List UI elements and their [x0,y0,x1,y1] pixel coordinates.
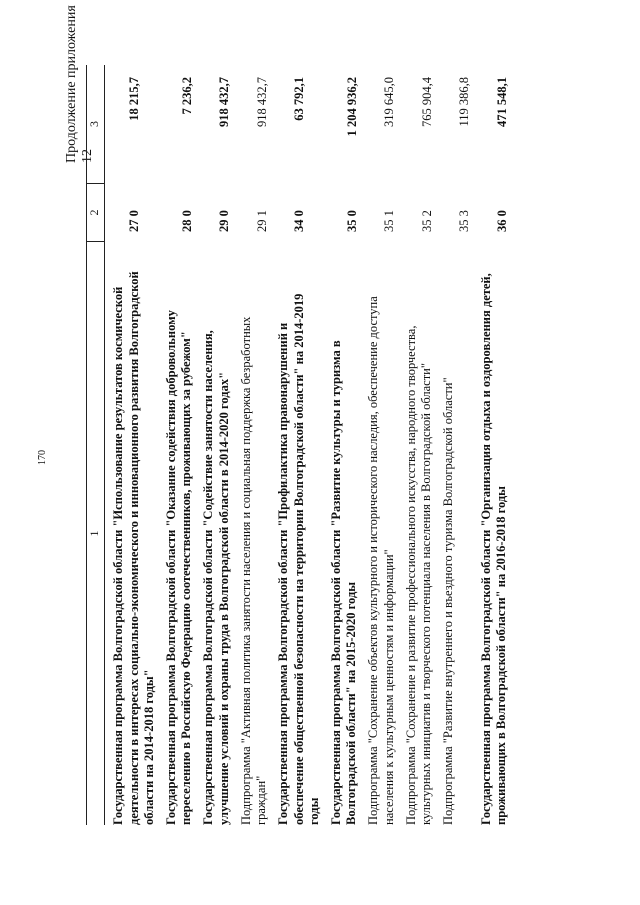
program-code: 29 1 [254,210,269,232]
header-col-2: 2 [87,183,104,241]
table-body [111,65,510,825]
program-name: Государственная программа Волгоградской области "Оказание содействия добровольному переселению в Российскую Федерацию соотечественников, проживающих за рубежом" [163,310,193,825]
header-col-1: 1 [87,241,104,825]
program-amount: 471 548,1 [494,77,509,127]
program-name: Подпрограмма "Сохранение объектов культурного и исторического наследия, обеспечение доступа населения к культурным ценностям и информации" [366,296,396,825]
program-code: 36 0 [494,210,509,232]
program-name: Подпрограмма "Сохранение и развитие профессионального искусства, народного творчества, культурных инициатив и творческого потенциала населения в Волгоградской области" [403,325,433,825]
program-name: Государственная программа Волгоградской области "Содействие занятости населения, улучшение условий и охраны труда в Волгоградской области в 2014-2020 годах" [201,330,231,825]
program-amount: 1 204 936,2 [344,77,359,137]
budget-table [86,65,510,825]
table-row [441,65,473,825]
program-code: 35 3 [457,210,471,232]
table-header [86,65,105,825]
table-row [479,65,511,825]
table-row [111,65,158,825]
continuation-caption: Продолжение приложения 12 [64,5,95,163]
program-code: 27 0 [127,210,141,232]
program-amount: 319 645,0 [382,77,396,127]
program-name: Государственная программа Волгоградской области "Развитие культуры и туризма в Волгоградской области" на 2015-2020 годы [328,340,358,825]
program-code: 35 0 [344,210,359,232]
program-name: Государственная программа Волгоградской области "Профилактика правонарушений и обеспечение общественной безопасности на территории Волгоградской области" на 2014-2019 годы [276,293,321,825]
table-row [164,65,196,825]
table-row [201,65,233,825]
program-code: 35 2 [419,210,434,232]
table-row [329,65,361,825]
program-code: 29 0 [217,210,231,232]
program-name: Подпрограмма "Развитие внутреннего и въездного туризма Волгоградской области" [441,377,455,825]
program-name: Государственная программа Волгоградской области "Организация отдыха и оздоровления детей, проживающих в Волгоградской области" на 2016-2018 годы [478,273,508,825]
header-col-3: 3 [87,121,101,127]
program-amount: 918 432,7 [254,77,269,127]
program-name: Государственная программа Волгоградской области "Использование результатов космической деятельности в интересах социально-экономического и инновационного развития Волгоградской области на 2014-2018 годы" [111,271,156,825]
program-code: 28 0 [179,210,194,232]
table-row [276,65,323,825]
table-row [366,65,398,825]
program-amount: 18 215,7 [127,77,141,121]
program-code: 34 0 [292,210,306,232]
program-amount: 119 386,8 [457,77,471,127]
table-row [239,65,271,825]
program-amount: 7 236,2 [179,77,194,115]
program-amount: 765 904,4 [419,77,434,127]
program-amount: 918 432,7 [217,77,231,127]
program-name: Подпрограмма "Активная политика занятости населения и социальная поддержка безработных граждан" [238,316,268,825]
page-number: 170 [37,450,48,465]
program-code: 35 1 [382,210,396,232]
program-amount: 63 792,1 [292,77,306,121]
table-row [404,65,436,825]
